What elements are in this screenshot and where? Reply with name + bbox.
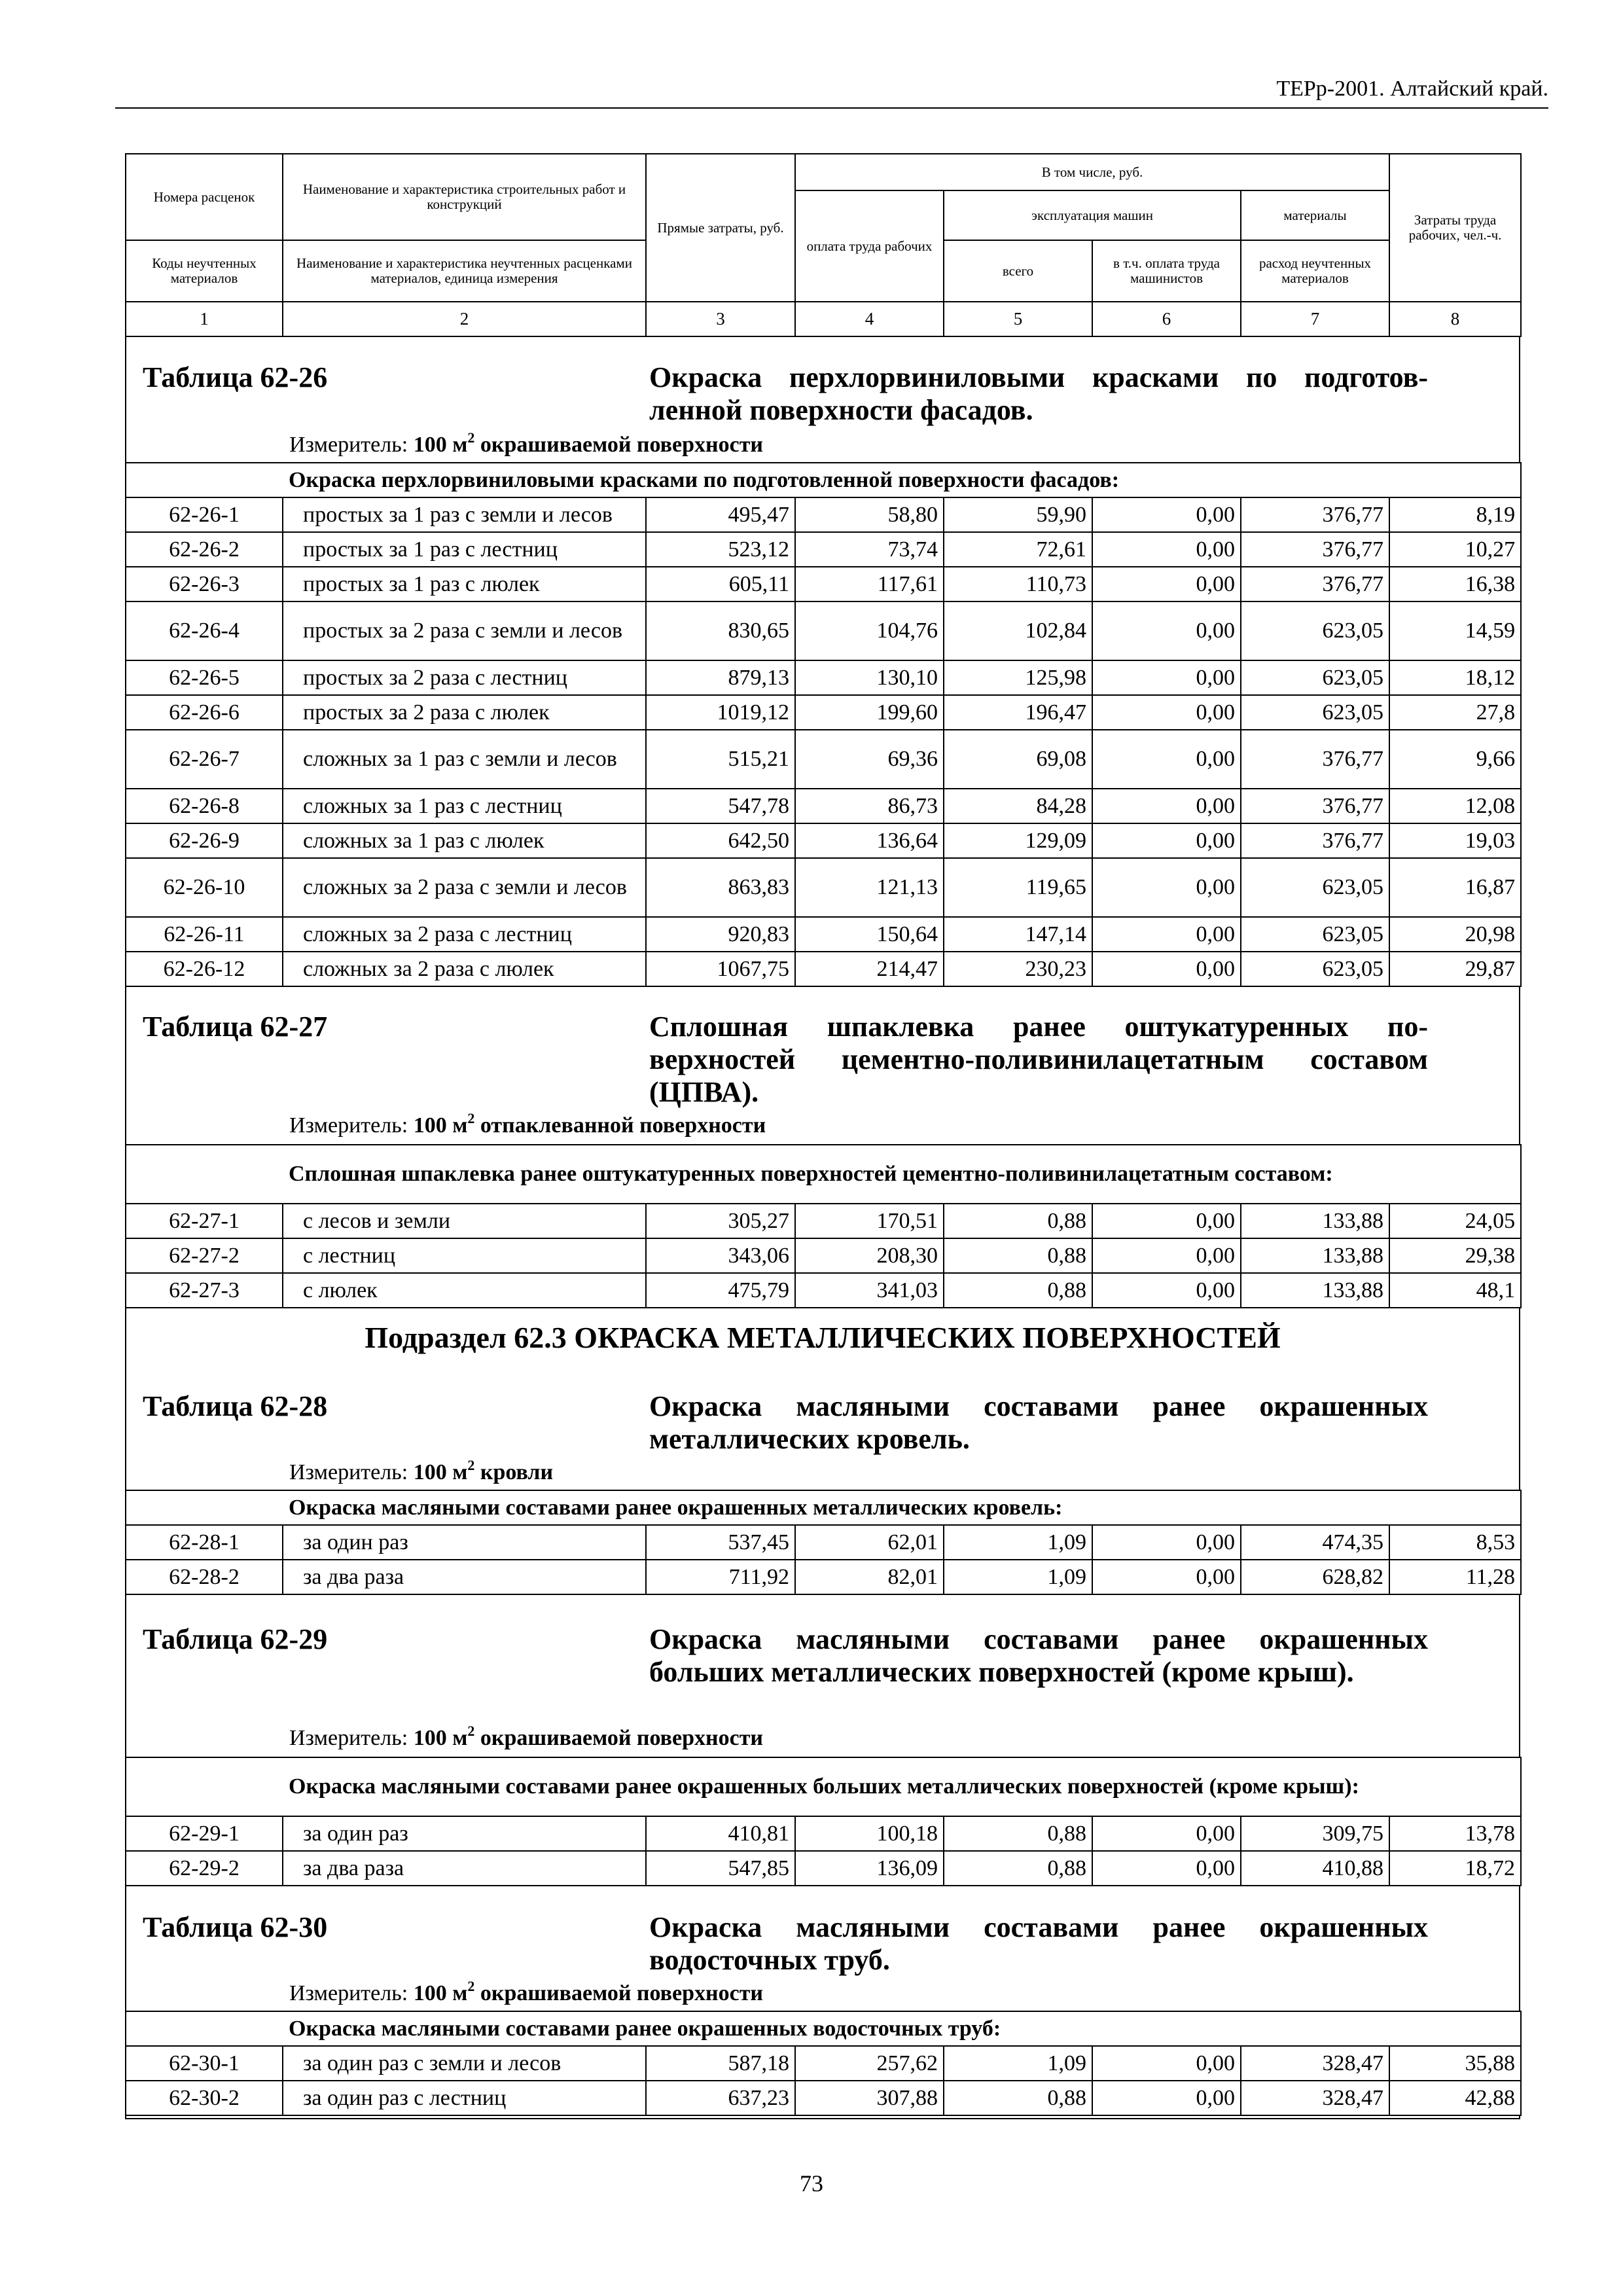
group-heading: Окраска масляными составами ранее окрашенных водосточных труб:	[126, 2011, 1521, 2046]
work-name: простых за 2 раза с земли и лесов	[283, 601, 646, 660]
machinist-pay: 0,00	[1092, 660, 1241, 695]
col-number: 1	[126, 302, 283, 336]
rate-code: 62-26-10	[126, 858, 283, 917]
table-row	[126, 1273, 1521, 1308]
machines-total: 84,28	[944, 789, 1092, 823]
rate-code: 62-26-7	[126, 730, 283, 789]
header-machines: эксплуатация машин	[944, 190, 1241, 240]
machines-total: 0,88	[944, 1816, 1092, 1851]
machines-total: 1,09	[944, 1560, 1092, 1594]
header-labor-cost: Затраты труда рабочих, чел.-ч.	[1389, 154, 1521, 302]
rate-code: 62-26-1	[126, 497, 283, 532]
col-number: 4	[795, 302, 944, 336]
machines-total: 69,08	[944, 730, 1092, 789]
meter-unit: 100 $м^2$ кровли	[413, 1457, 554, 1484]
subsection-title: Подраздел 62.3 ОКРАСКА МЕТАЛЛИЧЕСКИХ ПОВЕРХНОСТЕЙ	[365, 1321, 1281, 1354]
machines-total: 0,88	[944, 1851, 1092, 1886]
machinist-pay: 0,00	[1092, 1204, 1241, 1238]
table-row	[126, 2081, 1521, 2115]
group-heading: Сплошная шпаклевка ранее оштукатуренных поверхностей цементно-поливинилацетатным составом:	[126, 1145, 1521, 1204]
page-number: 73	[800, 2170, 823, 2197]
materials-cost: 133,88	[1241, 1273, 1389, 1308]
work-name: сложных за 2 раза с люлек	[283, 952, 646, 986]
meter-line	[289, 429, 763, 458]
header-unaccounted-materials: расход неучтенных материалов	[1241, 240, 1389, 302]
table-title: Сплошная шпаклевка ранее оштукатуренных поверхностей цементно-поливинилацетатным составом (ЦПВА).	[649, 1011, 1428, 1108]
table-row	[126, 952, 1521, 986]
group-heading: Окраска перхлорвиниловыми красками по подготовленной поверхности фасадов:	[126, 463, 1521, 497]
rate-code: 62-26-9	[126, 823, 283, 858]
machinist-pay: 0,00	[1092, 2081, 1241, 2115]
materials-cost: 474,35	[1241, 1525, 1389, 1560]
work-name: сложных за 1 раз с земли и лесов	[283, 730, 646, 789]
materials-cost: 133,88	[1241, 1204, 1389, 1238]
work-name: сложных за 1 раз с лестниц	[283, 789, 646, 823]
table-label: Таблица 62-28	[143, 1390, 328, 1422]
col-number: 5	[944, 302, 1092, 336]
work-name: за два раза	[283, 1560, 646, 1594]
materials-cost: 309,75	[1241, 1816, 1389, 1851]
meter-line	[289, 1725, 763, 1751]
labor-hours: 13,78	[1389, 1816, 1521, 1851]
labor-hours: 9,66	[1389, 730, 1521, 789]
rate-code: 62-27-3	[126, 1273, 283, 1308]
table-row	[126, 917, 1521, 952]
labor-pay: 170,51	[795, 1204, 944, 1238]
direct-cost: 587,18	[646, 2046, 795, 2081]
rate-code: 62-30-2	[126, 2081, 283, 2115]
labor-hours: 12,08	[1389, 789, 1521, 823]
work-name: за один раз с лестниц	[283, 2081, 646, 2115]
table-row	[126, 730, 1521, 789]
machinist-pay: 0,00	[1092, 497, 1241, 532]
meter-prefix: Измеритель:	[289, 1981, 408, 2005]
work-name: с лесов и земли	[283, 1204, 646, 1238]
materials-cost: 328,47	[1241, 2046, 1389, 2081]
materials-cost: 328,47	[1241, 2081, 1389, 2115]
work-name: сложных за 1 раз с люлек	[283, 823, 646, 858]
labor-hours: 16,87	[1389, 858, 1521, 917]
work-name: за один раз	[283, 1816, 646, 1851]
labor-pay: 121,13	[795, 858, 944, 917]
header-work-name: Наименование и характеристика строительных работ и конструкций	[283, 154, 646, 240]
labor-hours: 16,38	[1389, 567, 1521, 601]
rate-code: 62-26-4	[126, 601, 283, 660]
header-materials: материалы	[1241, 190, 1389, 240]
labor-hours: 29,87	[1389, 952, 1521, 986]
rates-table	[125, 1144, 1522, 1308]
table-row	[126, 1204, 1521, 1238]
labor-hours: 8,19	[1389, 497, 1521, 532]
col-number: 6	[1092, 302, 1241, 336]
labor-pay: 82,01	[795, 1560, 944, 1594]
labor-pay: 62,01	[795, 1525, 944, 1560]
machinist-pay: 0,00	[1092, 532, 1241, 567]
rates-table	[125, 2011, 1522, 2116]
table-title: Окраска масляными составами ранее окрашенных водосточных труб.	[649, 1911, 1428, 1976]
work-name: за один раз с земли и лесов	[283, 2046, 646, 2081]
machines-total: 0,88	[944, 1273, 1092, 1308]
materials-cost: 628,82	[1241, 1560, 1389, 1594]
labor-pay: 73,74	[795, 532, 944, 567]
work-name: простых за 1 раз с лестниц	[283, 532, 646, 567]
machines-total: 119,65	[944, 858, 1092, 917]
table-row	[126, 1238, 1521, 1273]
header-machinist-pay: в т.ч. оплата труда машинистов	[1092, 240, 1241, 302]
table-row	[126, 823, 1521, 858]
materials-cost: 376,77	[1241, 567, 1389, 601]
group-row	[126, 2011, 1521, 2046]
work-name: простых за 1 раз с люлек	[283, 567, 646, 601]
rate-code: 62-29-2	[126, 1851, 283, 1886]
direct-cost: 410,81	[646, 1816, 795, 1851]
rate-code: 62-26-2	[126, 532, 283, 567]
meter-unit: 100 $м^2$ окрашиваемой поверхности	[413, 1978, 763, 2005]
machines-total: 110,73	[944, 567, 1092, 601]
rate-code: 62-26-6	[126, 695, 283, 730]
meter-unit: 100 $м^2$ окрашиваемой поверхности	[413, 1723, 763, 1750]
machines-total: 59,90	[944, 497, 1092, 532]
machinist-pay: 0,00	[1092, 695, 1241, 730]
materials-cost: 623,05	[1241, 660, 1389, 695]
table-row	[126, 601, 1521, 660]
work-name: с люлек	[283, 1273, 646, 1308]
machinist-pay: 0,00	[1092, 789, 1241, 823]
work-name: за два раза	[283, 1851, 646, 1886]
rate-code: 62-28-2	[126, 1560, 283, 1594]
labor-hours: 18,72	[1389, 1851, 1521, 1886]
machinist-pay: 0,00	[1092, 1816, 1241, 1851]
rate-code: 62-28-1	[126, 1525, 283, 1560]
labor-hours: 42,88	[1389, 2081, 1521, 2115]
table-title: Окраска перхлорвиниловыми красками по подготовленной поверхности фасадов.	[649, 361, 1428, 426]
table-row	[126, 1525, 1521, 1560]
labor-pay: 341,03	[795, 1273, 944, 1308]
rate-code: 62-27-1	[126, 1204, 283, 1238]
direct-cost: 475,79	[646, 1273, 795, 1308]
labor-pay: 100,18	[795, 1816, 944, 1851]
labor-hours: 20,98	[1389, 917, 1521, 952]
direct-cost: 711,92	[646, 1560, 795, 1594]
labor-hours: 10,27	[1389, 532, 1521, 567]
group-heading: Окраска масляными составами ранее окрашенных металлических кровель:	[126, 1490, 1521, 1525]
direct-cost: 863,83	[646, 858, 795, 917]
work-name: за один раз	[283, 1525, 646, 1560]
meter-unit: 100 $м^2$ окрашиваемой поверхности	[413, 429, 763, 457]
machines-total: 0,88	[944, 1204, 1092, 1238]
col-number: 7	[1241, 302, 1389, 336]
machines-total: 196,47	[944, 695, 1092, 730]
machinist-pay: 0,00	[1092, 1560, 1241, 1594]
machines-total: 129,09	[944, 823, 1092, 858]
machines-total: 1,09	[944, 1525, 1092, 1560]
rate-code: 62-29-1	[126, 1816, 283, 1851]
direct-cost: 642,50	[646, 823, 795, 858]
machines-total: 125,98	[944, 660, 1092, 695]
machinist-pay: 0,00	[1092, 730, 1241, 789]
materials-cost: 376,77	[1241, 730, 1389, 789]
table-label: Таблица 62-26	[143, 361, 328, 393]
machinist-pay: 0,00	[1092, 917, 1241, 952]
labor-pay: 136,64	[795, 823, 944, 858]
direct-cost: 537,45	[646, 1525, 795, 1560]
labor-pay: 104,76	[795, 601, 944, 660]
direct-cost: 547,85	[646, 1851, 795, 1886]
meter-prefix: Измеритель:	[289, 1726, 408, 1750]
materials-cost: 410,88	[1241, 1851, 1389, 1886]
labor-pay: 117,61	[795, 567, 944, 601]
group-row	[126, 1757, 1521, 1816]
meter-unit: 100 $м^2$ отпаклеванной поверхности	[413, 1110, 766, 1138]
work-name: с лестниц	[283, 1238, 646, 1273]
machines-total: 230,23	[944, 952, 1092, 986]
rates-table	[125, 462, 1522, 987]
machines-total: 147,14	[944, 917, 1092, 952]
labor-hours: 19,03	[1389, 823, 1521, 858]
direct-cost: 305,27	[646, 1204, 795, 1238]
table-title: Окраска масляными составами ранее окрашенных больших металлических поверхностей (кроме крыш).	[649, 1623, 1428, 1688]
direct-cost: 343,06	[646, 1238, 795, 1273]
table-row	[126, 1560, 1521, 1594]
table-row	[126, 532, 1521, 567]
labor-pay: 208,30	[795, 1238, 944, 1273]
labor-hours: 29,38	[1389, 1238, 1521, 1273]
labor-pay: 69,36	[795, 730, 944, 789]
column-header-table	[125, 153, 1522, 337]
labor-pay: 150,64	[795, 917, 944, 952]
direct-cost: 1019,12	[646, 695, 795, 730]
materials-cost: 623,05	[1241, 858, 1389, 917]
table-label: Таблица 62-30	[143, 1911, 328, 1943]
direct-cost: 637,23	[646, 2081, 795, 2115]
labor-hours: 24,05	[1389, 1204, 1521, 1238]
table-row	[126, 1851, 1521, 1886]
materials-cost: 623,05	[1241, 601, 1389, 660]
col-number: 3	[646, 302, 795, 336]
group-row	[126, 1490, 1521, 1525]
machinist-pay: 0,00	[1092, 858, 1241, 917]
materials-cost: 623,05	[1241, 917, 1389, 952]
labor-hours: 27,8	[1389, 695, 1521, 730]
meter-line	[289, 1978, 763, 2007]
rate-code: 62-27-2	[126, 1238, 283, 1273]
machinist-pay: 0,00	[1092, 567, 1241, 601]
meter-prefix: Измеритель:	[289, 1113, 408, 1138]
materials-cost: 376,77	[1241, 497, 1389, 532]
table-row	[126, 567, 1521, 601]
header-labor-pay: оплата труда рабочих	[795, 190, 944, 302]
machinist-pay: 0,00	[1092, 2046, 1241, 2081]
direct-cost: 523,12	[646, 532, 795, 567]
rate-code: 62-26-8	[126, 789, 283, 823]
labor-hours: 35,88	[1389, 2046, 1521, 2081]
labor-pay: 257,62	[795, 2046, 944, 2081]
rates-table	[125, 1757, 1522, 1886]
rate-code: 62-26-3	[126, 567, 283, 601]
meter-prefix: Измеритель:	[289, 1460, 408, 1484]
header-rate-numbers: Номера расценок	[126, 154, 283, 240]
work-name: сложных за 2 раза с земли и лесов	[283, 858, 646, 917]
header-direct-costs: Прямые затраты, руб.	[646, 154, 795, 302]
direct-cost: 605,11	[646, 567, 795, 601]
machines-total: 0,88	[944, 1238, 1092, 1273]
header-material-names: Наименование и характеристика неучтенных расценками материалов, единица измерения	[283, 240, 646, 302]
machines-total: 1,09	[944, 2046, 1092, 2081]
work-name: простых за 2 раза с лестниц	[283, 660, 646, 695]
rate-code: 62-26-5	[126, 660, 283, 695]
table-row	[126, 2046, 1521, 2081]
rate-code: 62-26-12	[126, 952, 283, 986]
direct-cost: 495,47	[646, 497, 795, 532]
labor-pay: 214,47	[795, 952, 944, 986]
machinist-pay: 0,00	[1092, 823, 1241, 858]
materials-cost: 623,05	[1241, 952, 1389, 986]
direct-cost: 1067,75	[646, 952, 795, 986]
labor-hours: 18,12	[1389, 660, 1521, 695]
direct-cost: 515,21	[646, 730, 795, 789]
col-number: 2	[283, 302, 646, 336]
table-row	[126, 695, 1521, 730]
rate-code: 62-26-11	[126, 917, 283, 952]
machinist-pay: 0,00	[1092, 1525, 1241, 1560]
machinist-pay: 0,00	[1092, 952, 1241, 986]
labor-hours: 48,1	[1389, 1273, 1521, 1308]
labor-hours: 14,59	[1389, 601, 1521, 660]
labor-pay: 130,10	[795, 660, 944, 695]
labor-pay: 58,80	[795, 497, 944, 532]
table-row	[126, 858, 1521, 917]
direct-cost: 830,65	[646, 601, 795, 660]
labor-pay: 86,73	[795, 789, 944, 823]
header-material-codes: Коды неучтенных материалов	[126, 240, 283, 302]
group-row	[126, 463, 1521, 497]
direct-cost: 879,13	[646, 660, 795, 695]
labor-pay: 136,09	[795, 1851, 944, 1886]
running-header: ТЕРр-2001. Алтайский край.	[115, 73, 1548, 109]
materials-cost: 133,88	[1241, 1238, 1389, 1273]
machines-total: 72,61	[944, 532, 1092, 567]
direct-cost: 547,78	[646, 789, 795, 823]
labor-hours: 11,28	[1389, 1560, 1521, 1594]
table-row	[126, 789, 1521, 823]
materials-cost: 623,05	[1241, 695, 1389, 730]
machines-total: 0,88	[944, 2081, 1092, 2115]
work-name: сложных за 2 раза с лестниц	[283, 917, 646, 952]
meter-prefix: Измеритель:	[289, 433, 408, 457]
group-row	[126, 1145, 1521, 1204]
machinist-pay: 0,00	[1092, 1851, 1241, 1886]
rates-table	[125, 1490, 1522, 1595]
col-number: 8	[1389, 302, 1521, 336]
meter-line	[289, 1457, 554, 1486]
header-machines-total: всего	[944, 240, 1092, 302]
table-label: Таблица 62-27	[143, 1011, 328, 1043]
labor-pay: 307,88	[795, 2081, 944, 2115]
direct-cost: 920,83	[646, 917, 795, 952]
header-including: В том числе, руб.	[795, 154, 1389, 190]
table-row	[126, 1816, 1521, 1851]
labor-hours: 8,53	[1389, 1525, 1521, 1560]
meter-line	[289, 1110, 766, 1139]
table-row	[126, 660, 1521, 695]
materials-cost: 376,77	[1241, 532, 1389, 567]
materials-cost: 376,77	[1241, 823, 1389, 858]
group-heading: Окраска масляными составами ранее окрашенных больших металлических поверхностей (кроме крыш):	[126, 1757, 1521, 1816]
materials-cost: 376,77	[1241, 789, 1389, 823]
rate-code: 62-30-1	[126, 2046, 283, 2081]
work-name: простых за 1 раз с земли и лесов	[283, 497, 646, 532]
table-label: Таблица 62-29	[143, 1623, 328, 1655]
labor-pay: 199,60	[795, 695, 944, 730]
machinist-pay: 0,00	[1092, 601, 1241, 660]
table-row	[126, 497, 1521, 532]
machinist-pay: 0,00	[1092, 1238, 1241, 1273]
table-title: Окраска масляными составами ранее окрашенных металлических кровель.	[649, 1390, 1428, 1455]
machinist-pay: 0,00	[1092, 1273, 1241, 1308]
work-name: простых за 2 раза с люлек	[283, 695, 646, 730]
machines-total: 102,84	[944, 601, 1092, 660]
